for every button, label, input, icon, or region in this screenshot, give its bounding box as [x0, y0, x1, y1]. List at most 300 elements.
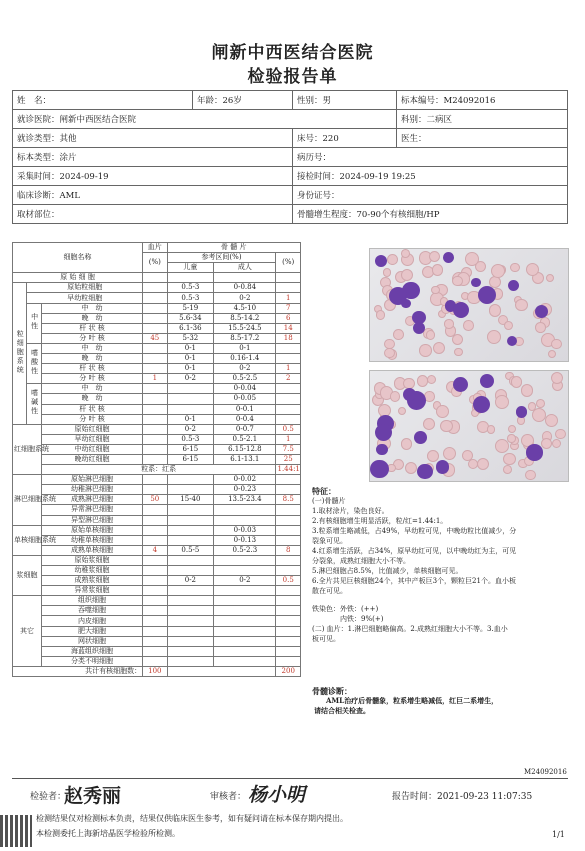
- tester-signature: 赵秀丽: [64, 785, 122, 807]
- ref-adult: 13.5-23.4: [214, 495, 276, 505]
- blood-pct: [143, 303, 167, 313]
- ref-child: 5.6-34: [167, 313, 214, 323]
- blood-pct: [143, 434, 167, 444]
- nucleated-cell-shape: [478, 286, 496, 304]
- table-row: [13, 273, 301, 283]
- table-row: [13, 293, 301, 303]
- findings-line: 3.粒系增生略减低，占49%，早幼粒可见，中晚幼粒比值减少，分: [312, 527, 517, 535]
- ref-adult: 0.5-2.3: [214, 545, 276, 555]
- table-row: [13, 616, 301, 626]
- red-cell-shape: [548, 350, 556, 358]
- marrow-pct: [276, 535, 301, 545]
- marrow-photo-2: [369, 370, 569, 482]
- table-row: [13, 576, 301, 586]
- table-row: [13, 515, 301, 525]
- table-row: [13, 283, 301, 293]
- col-header-blood: 血片: [143, 243, 167, 253]
- ref-child: 6.1-36: [167, 323, 214, 333]
- qr-code-icon: [0, 815, 32, 847]
- group-label: 浆细胞: [16, 571, 38, 580]
- ref-adult: 8.5-14.2: [214, 313, 276, 323]
- marrow-pct: [276, 596, 301, 606]
- ref-child: 0-1: [167, 354, 214, 364]
- ref-child: 0-1: [167, 414, 214, 424]
- cell-name: 吞噬细胞: [41, 606, 142, 616]
- red-cell-shape: [532, 408, 546, 422]
- blood-pct: [143, 454, 167, 464]
- hospital-field: 就诊医院：闸新中西医结合医院: [13, 110, 397, 129]
- blood-pct: 50: [143, 495, 167, 505]
- marrow-pct: [276, 515, 301, 525]
- group-neutrophil: [27, 303, 41, 343]
- specimen-no-field: 标本编号：M24092016: [397, 91, 568, 110]
- ref-child: [167, 646, 214, 656]
- ref-child: [167, 636, 214, 646]
- red-cell-shape: [503, 465, 512, 474]
- blood-pct: [143, 354, 167, 364]
- ref-adult: 0-0.13: [214, 535, 276, 545]
- red-cell-shape: [495, 439, 509, 453]
- cell-name: 幼稚单核细胞: [41, 535, 142, 545]
- blood-pct: [143, 444, 167, 454]
- iron-stain-outer: 铁染色：外铁：(++): [312, 605, 379, 613]
- marrow-pct: 1: [276, 364, 301, 374]
- red-cell-shape: [452, 334, 463, 345]
- table-row: [13, 454, 301, 464]
- red-cell-shape: [508, 425, 516, 433]
- blood-pct: [143, 515, 167, 525]
- red-cell-shape: [398, 407, 406, 415]
- table-cell: [143, 273, 167, 283]
- table-row: [13, 323, 301, 333]
- marrow-pct: 0.5: [276, 424, 301, 434]
- marrow-pct: [276, 586, 301, 596]
- nucleated-cell-shape: [473, 396, 490, 413]
- table-row: [13, 394, 301, 404]
- ref-adult: 0-0.02: [214, 475, 276, 485]
- marrow-pct: [276, 505, 301, 515]
- nucleated-cell-shape: [480, 374, 494, 388]
- ref-child: [167, 485, 214, 495]
- blood-pct: [143, 535, 167, 545]
- cell-name: 分 叶 核: [41, 333, 142, 343]
- diagnosis-title: 骨髓诊断：: [312, 686, 352, 696]
- marrow-pct: [276, 656, 301, 666]
- marrow-pct: [276, 636, 301, 646]
- findings-line: 散在可见。: [312, 587, 347, 595]
- cell-name: 异常淋巴细胞: [41, 505, 142, 515]
- red-cell-shape: [465, 252, 479, 266]
- cell-name: 晚幼红细胞: [41, 454, 142, 464]
- blood-pct: [143, 505, 167, 515]
- cell-name: 海蓝组织细胞: [41, 646, 142, 656]
- cell-name: 分 叶 核: [41, 414, 142, 424]
- red-cell-shape: [401, 269, 413, 281]
- marrow-pct: [276, 626, 301, 636]
- red-cell-shape: [495, 395, 509, 409]
- red-cell-shape: [462, 450, 473, 461]
- table-row: [13, 424, 301, 434]
- findings-line: (一)骨髓片: [312, 497, 346, 505]
- blood-pct: [143, 414, 167, 424]
- red-cell-shape: [491, 264, 505, 278]
- cell-name: 网状细胞: [41, 636, 142, 646]
- table-cell: [167, 273, 214, 283]
- red-cell-shape: [535, 322, 546, 333]
- red-cell-shape: [393, 329, 404, 340]
- blood-pct: [143, 606, 167, 616]
- table-row: [13, 596, 301, 606]
- table-row: [13, 505, 301, 515]
- receive-time-field: 接检时间：2024-09-19 19:25: [293, 167, 568, 186]
- ref-adult: 0-2: [214, 576, 276, 586]
- ref-adult: [214, 566, 276, 576]
- blood-pct: [143, 364, 167, 374]
- red-cell-shape: [504, 321, 513, 330]
- ref-child: 5-19: [167, 303, 214, 313]
- ref-child: [167, 404, 214, 414]
- ref-adult: 0-0.23: [214, 485, 276, 495]
- report-title: 检验报告单: [247, 67, 338, 87]
- ref-child: [167, 515, 214, 525]
- marrow-pct: 8: [276, 545, 301, 555]
- blood-pct: [143, 424, 167, 434]
- diagnosis-line2: 请结合相关检查。: [314, 706, 370, 715]
- marrow-pct: 18: [276, 333, 301, 343]
- blood-pct: [143, 525, 167, 535]
- red-cell-shape: [545, 414, 558, 427]
- ref-adult: 8.5-17.2: [214, 333, 276, 343]
- nucleated-cell-shape: [376, 444, 388, 456]
- findings-lines: [312, 496, 574, 596]
- nucleated-cell-shape: [370, 460, 388, 478]
- col-header-ref: 参考区间(%): [167, 253, 276, 263]
- red-cell-shape: [546, 274, 554, 282]
- blood-pct: [143, 343, 167, 353]
- nucleated-cell-shape: [471, 278, 480, 287]
- col-header-adult: 成人: [214, 263, 276, 273]
- blood-pct: [143, 555, 167, 565]
- nucleated-cell-shape: [412, 311, 426, 325]
- group-label: 中性: [30, 312, 39, 331]
- red-cell-shape: [419, 344, 431, 356]
- table-row: [13, 364, 301, 374]
- ref-child: 0-2: [167, 374, 214, 384]
- marrow-pct: 7.5: [276, 444, 301, 454]
- table-row: [13, 666, 301, 676]
- ref-child: 6-15: [167, 454, 214, 464]
- table-row: [13, 646, 301, 656]
- red-cell-shape: [521, 384, 533, 396]
- ref-child: [167, 626, 214, 636]
- ref-child: [167, 606, 214, 616]
- ref-adult: [214, 555, 276, 565]
- red-cell-shape: [487, 330, 501, 344]
- red-cell-shape: [551, 372, 563, 384]
- blood-pct: [143, 485, 167, 495]
- blood-smear-line1: (二) 血片：1.淋巴细胞略偏高。2.成熟红细胞大小不等。3.血小: [312, 625, 508, 633]
- blood-pct: [143, 283, 167, 293]
- ref-child: [167, 525, 214, 535]
- red-cell-shape: [510, 263, 519, 272]
- ref-adult: [214, 606, 276, 616]
- red-cell-shape: [433, 342, 445, 354]
- red-cell-shape: [376, 310, 386, 320]
- ref-adult: 0.5-2.5: [214, 374, 276, 384]
- col-header-marrow: 骨 髓 片: [167, 243, 300, 253]
- ref-adult: 15.5-24.5: [214, 323, 276, 333]
- nucleated-cell-shape: [453, 377, 468, 392]
- red-cell-shape: [487, 425, 496, 434]
- blood-pct: [143, 646, 167, 656]
- group-other: [13, 596, 42, 667]
- cell-name: 肥大细胞: [41, 626, 142, 636]
- ref-adult: 0-0.84: [214, 283, 276, 293]
- red-cell-shape: [551, 339, 562, 350]
- nucleated-cell-shape: [375, 255, 387, 267]
- marrow-pct: 1: [276, 434, 301, 444]
- blood-pct: [143, 566, 167, 576]
- table-row: [13, 566, 301, 576]
- red-cell-shape: [401, 438, 413, 450]
- ref-child: 0-2: [167, 576, 214, 586]
- marrow-pct: 2: [276, 374, 301, 384]
- table-row: [13, 636, 301, 646]
- nucleated-cell-shape: [535, 305, 548, 318]
- marrow-pct: [276, 566, 301, 576]
- red-cell-shape: [384, 348, 395, 359]
- hospital-title: 闸新中西医结合医院: [211, 43, 374, 63]
- nucleated-cell-shape: [526, 444, 542, 460]
- red-cell-shape: [555, 429, 565, 439]
- table-row: [13, 414, 301, 424]
- marrow-pct: [276, 394, 301, 404]
- nucleated-cell-shape: [453, 302, 469, 318]
- marrow-pct: 7: [276, 303, 301, 313]
- red-cell-shape: [423, 418, 435, 430]
- ref-adult: 0-0.05: [214, 394, 276, 404]
- doctor-field: 医生：: [397, 129, 568, 148]
- page-number: 1/1: [552, 830, 565, 839]
- red-cell-shape: [401, 249, 410, 258]
- marrow-pct: 6: [276, 313, 301, 323]
- cell-name: 早幼粒细胞: [27, 293, 143, 303]
- table-row: [13, 354, 301, 364]
- blood-pct: 45: [143, 333, 167, 343]
- blood-pct: [143, 384, 167, 394]
- red-cell-shape: [489, 304, 501, 316]
- ref-child: [167, 656, 214, 666]
- bed-field: 床号：220: [293, 129, 397, 148]
- ref-child: 5-32: [167, 333, 214, 343]
- findings-line: 裂象可见。: [312, 537, 347, 545]
- marrow-pct: 8.5: [276, 495, 301, 505]
- blood-pct: [143, 586, 167, 596]
- blood-smear-line2: 板可见。: [312, 635, 340, 643]
- col-header-pct: (%): [143, 253, 167, 273]
- nucleated-cell-shape: [417, 464, 432, 479]
- table-row: [13, 555, 301, 565]
- red-cell-shape: [436, 405, 449, 418]
- ref-adult: 0-0.03: [214, 525, 276, 535]
- cell-name: 异常浆细胞: [41, 586, 142, 596]
- total-label: 共计有核细胞数：: [13, 666, 143, 676]
- id-no-field: 身份证号：: [293, 186, 568, 205]
- red-cell-shape: [477, 458, 489, 470]
- ref-child: [167, 535, 214, 545]
- table-row: [13, 586, 301, 596]
- cell-name: 杆 状 核: [41, 364, 142, 374]
- cell-name: 分 叶 核: [41, 374, 142, 384]
- cell-name: 晚 幼: [41, 394, 142, 404]
- cell-name: 内皮细胞: [41, 616, 142, 626]
- marrow-pct: [276, 485, 301, 495]
- ref-child: 0-1: [167, 343, 214, 353]
- red-cell-shape: [525, 470, 536, 481]
- blood-pct: 1: [143, 374, 167, 384]
- marrow-pct: [276, 283, 301, 293]
- marrow-pct: [276, 384, 301, 394]
- footer-note-1: 检测结果仅对检测标本负责，结果仅供临床医生参考，如有疑问请在标本保存期内提出。: [36, 814, 348, 823]
- red-cell-shape: [454, 348, 463, 357]
- red-cell-shape: [390, 391, 400, 401]
- group-label: 单核细胞系统: [14, 535, 56, 544]
- ref-child: [167, 505, 214, 515]
- ref-child: 0-1: [167, 364, 214, 374]
- ref-adult: 0-2: [214, 293, 276, 303]
- ratio-value: 1.44:1: [277, 465, 300, 474]
- red-cell-shape: [552, 439, 561, 448]
- ref-child: 6-15: [167, 444, 214, 454]
- group-eosinophil: [27, 343, 41, 383]
- cell-name: 异型淋巴细胞: [41, 515, 142, 525]
- findings-line: 4.红系增生活跃，占34%，原早幼红可见，以中晚幼红为主，可见: [312, 547, 517, 555]
- table-row: [13, 333, 301, 343]
- group-label: 其它: [19, 626, 34, 635]
- table-row: [13, 434, 301, 444]
- total-blood: 100: [143, 666, 167, 676]
- cell-name: 原始淋巴细胞: [41, 475, 142, 485]
- table-cell: [214, 273, 276, 283]
- site-field: 取材部位：: [13, 205, 293, 224]
- marrow-photo-1: [369, 248, 569, 362]
- ref-adult: [214, 636, 276, 646]
- cell-name: 晚 幼: [41, 313, 142, 323]
- marrow-pct: 1: [276, 293, 301, 303]
- table-row: [13, 545, 301, 555]
- table-row: [13, 303, 301, 313]
- ref-adult: 0-0.04: [214, 384, 276, 394]
- group-erythroid: [13, 424, 49, 474]
- patient-info-table: [12, 90, 568, 224]
- blood-pct: [143, 313, 167, 323]
- nucleated-cell-shape: [403, 388, 416, 401]
- sex-field: 性别：男: [293, 91, 397, 110]
- blood-pct: [143, 636, 167, 646]
- red-cell-shape: [417, 375, 428, 386]
- blood-pct: [143, 596, 167, 606]
- group-lymphocyte: [13, 475, 56, 525]
- record-no-field: 病历号：: [293, 148, 568, 167]
- diagnosis-field: 临床诊断：AML: [13, 186, 293, 205]
- table-row: [13, 404, 301, 414]
- cell-name: 分类不明细胞: [41, 656, 142, 666]
- footer-code: M24092016: [524, 768, 567, 776]
- findings-line: 6.全片共见巨核细胞24个，其中产板巨3个，颗粒巨21个。血小板: [312, 577, 516, 585]
- blood-pct: [143, 616, 167, 626]
- red-cell-shape: [536, 399, 545, 408]
- table-row: [13, 525, 301, 535]
- ref-child: [167, 566, 214, 576]
- visit-type-field: 就诊类型：其他: [13, 129, 293, 148]
- ref-child: 0.5-3: [167, 293, 214, 303]
- red-cell-shape: [432, 264, 443, 275]
- col-header-pct2: (%): [276, 253, 301, 273]
- ref-child: [167, 475, 214, 485]
- ref-child: 15-40: [167, 495, 214, 505]
- red-cell-shape: [511, 376, 522, 387]
- table-row: [13, 343, 301, 353]
- ref-adult: [214, 616, 276, 626]
- findings-line: 分裂象，成熟红细胞大小不等。: [312, 557, 410, 565]
- cell-name: 中幼红细胞: [41, 444, 142, 454]
- cell-name: 杆 状 核: [41, 323, 142, 333]
- table-cell: [167, 666, 276, 676]
- collect-time-field: 采集时间：2024-09-19: [13, 167, 293, 186]
- marrow-pct: [276, 555, 301, 565]
- cell-count-table: [12, 242, 301, 677]
- marrow-pct: [276, 616, 301, 626]
- table-row: [13, 444, 301, 454]
- marrow-pct: 14: [276, 323, 301, 333]
- report-time: 报告时间：2021-09-23 11:07:35: [392, 792, 533, 802]
- nucleated-cell-shape: [516, 406, 527, 417]
- red-cell-shape: [463, 320, 473, 330]
- cell-name: 中 幼: [41, 384, 142, 394]
- ref-adult: [214, 596, 276, 606]
- ref-child: 0.5-5: [167, 545, 214, 555]
- findings-title: 特征：: [312, 486, 336, 496]
- cell-name: 中 幼: [41, 303, 142, 313]
- cell-name: 杆 状 核: [41, 404, 142, 414]
- cell-name: 晚 幼: [41, 354, 142, 364]
- sample-type-field: 标本类型：涂片: [13, 148, 293, 167]
- ref-child: [167, 596, 214, 606]
- nucleated-cell-shape: [389, 287, 407, 305]
- ref-child: [167, 616, 214, 626]
- blood-pct: [143, 656, 167, 666]
- ref-child: [167, 394, 214, 404]
- marrow-pct: [276, 404, 301, 414]
- table-row: [13, 475, 301, 485]
- nucleated-cell-shape: [443, 252, 454, 263]
- cell-name: 组织细胞: [41, 596, 142, 606]
- red-cell-shape: [405, 462, 417, 474]
- ref-child: [167, 384, 214, 394]
- cell-name: 幼稚浆细胞: [41, 566, 142, 576]
- ref-adult: [214, 656, 276, 666]
- proliferation-field: 骨髓增生程度：70-90个有核细胞/HP: [293, 205, 568, 224]
- red-cell-shape: [424, 391, 434, 401]
- marrow-pct: [276, 606, 301, 616]
- col-header-child: 儿童: [167, 263, 214, 273]
- cell-name: 成熟单核细胞: [41, 545, 142, 555]
- marrow-pct: [276, 646, 301, 656]
- marrow-pct: [276, 343, 301, 353]
- dept-field: 科别：二病区: [397, 110, 568, 129]
- cell-name: 中 幼: [41, 343, 142, 353]
- ref-adult: 0-1: [214, 343, 276, 353]
